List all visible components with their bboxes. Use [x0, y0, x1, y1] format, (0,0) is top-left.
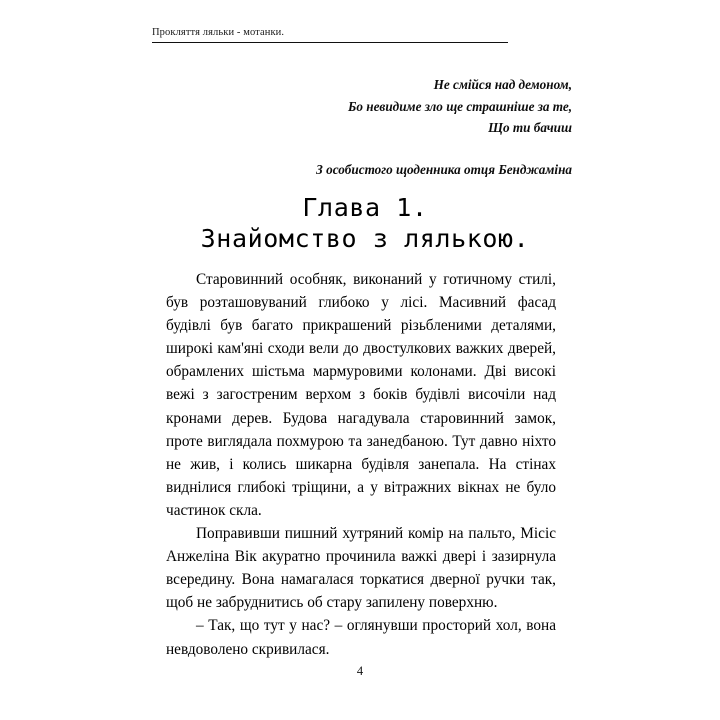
body-paragraph: Поправивши пишний хутряний комір на пальто, Місіс Анжеліна Вік акуратно прочинила важкі двері і зазирнула всередину. Вона намагалася торкатися дверної ручки так, щоб не забруднитись об стару запилену поверхню. — [166, 525, 556, 612]
running-head-divider — [152, 42, 508, 43]
body-text — [166, 268, 556, 661]
epigraph-attribution: З особистого щоденника отця Бенджаміна — [316, 161, 572, 177]
chapter-number-line: Глава 1. — [302, 193, 428, 222]
chapter-name-line: Знайомство з лялькою. — [200, 224, 530, 253]
page-footer — [0, 662, 720, 680]
epigraph-line: Що ти бачиш — [488, 120, 572, 135]
body-paragraph: Старовинний особняк, виконаний у готичному стилі, був розташовуваний глибоко у лісі. Масивний фасад будівлі був багато прикрашений різьбленими деталями, широкі кам'яні сходи вели до двостулкових важких дверей, обрамлених шістьма мармуровими колонами. Дві високі вежі з загостреним верхом з боків будівлі височіли над кронами дерев. Будова нагадувала старовинний замок, проте виглядала похмурою та занедбаною. Тут давно ніхто не жив, і колись шикарна будівля занепала. На стінах виднілися глибокі тріщини, а у вітражних вікнах не було частинок скла. — [166, 271, 556, 519]
chapter-title — [110, 192, 620, 254]
running-head-title: Прокляття ляльки - мотанки. — [152, 27, 285, 38]
body-paragraph: – Так, що тут у нас? – оглянувши просторий хол, вона невдоволено скривилася. — [166, 617, 556, 658]
running-head — [152, 26, 512, 43]
page-number: 4 — [356, 664, 364, 678]
epigraph — [248, 74, 572, 179]
epigraph-line: Не смійся над демоном, — [433, 77, 572, 92]
epigraph-line: Бо невидиме зло ще страшніше за те, — [347, 98, 572, 114]
